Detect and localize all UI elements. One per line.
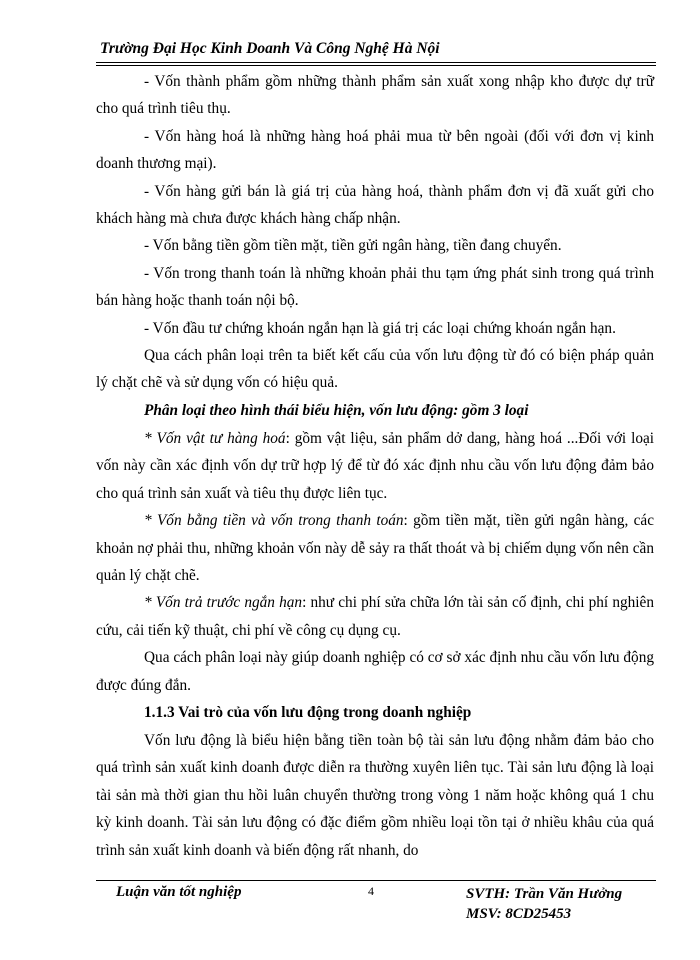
paragraph-cash: - Vốn bằng tiền gồm tiền mặt, tiền gửi ngân hàng, tiền đang chuyển.: [144, 237, 562, 255]
paragraph-classification-benefit: Qua cách phân loại này giúp doanh nghiệp có cơ sở xác định nhu cầu vốn lưu động được đúng đắn.: [96, 649, 654, 694]
page-number: 4: [368, 884, 374, 898]
paragraph-receivables: - Vốn trong thanh toán là những khoản phải thu tạm ứng phát sinh trong quá trình bán hàng hoặc thanh toán nội bộ.: [96, 264, 654, 310]
header-title: Trường Đại Học Kinh Doanh Và Công Nghệ Hà Nội: [100, 40, 440, 57]
paragraph-goods-sent: - Vốn hàng gửi bán là giá trị của hàng hoá, thành phẩm đơn vị đã xuất gửi cho khách hàng mà chưa được khách hàng chấp nhận.: [96, 182, 654, 228]
footer-student-name: SVTH: Trần Văn Hưởng: [466, 886, 623, 902]
paragraph-materials-text: : gồm vật liệu, sản phẩm dở dang, hàng hoá ...Đối với loại vốn này cần xác định vốn dự trữ hợp lý để từ đó xác định nhu cầu vốn lưu động đảm bảo cho quá trình sản xuất và tiêu thụ được liên tục.: [96, 429, 655, 502]
header-divider: [96, 62, 656, 66]
paragraph-cash-payments-text: : gồm tiền mặt, tiền gửi ngân hàng, các khoản nợ phải thu, những khoản vốn này dễ sảy ra thất thoát và bị chiếm dụng vốn nên cần quản lý chặt chẽ.: [96, 512, 654, 584]
section-heading-classification: Phân loại theo hình thái biểu hiện, vốn lưu động: gồm 3 loại: [144, 401, 529, 419]
paragraph-securities: - Vốn đầu tư chứng khoán ngắn hạn là giá trị các loại chứng khoán ngắn hạn.: [144, 319, 616, 337]
section-heading-role: 1.1.3 Vai trò của vốn lưu động trong doanh nghiệp: [144, 703, 472, 721]
footer-divider: [96, 880, 656, 881]
paragraph-prepaid-lead: * Vốn trả trước ngắn hạn: [144, 594, 303, 612]
paragraph-cash-payments: [96, 507, 654, 589]
paragraph-merchandise: - Vốn hàng hoá là những hàng hoá phải mua từ bên ngoài (đối với đơn vị kinh doanh thương mại).: [96, 127, 654, 173]
paragraph-cash-payments-lead: * Vốn bằng tiền và vốn trong thanh toán: [144, 512, 404, 530]
paragraph-prepaid-text: : như chi phí sửa chữa lớn tài sản cố định, chi phí nghiên cứu, cải tiến kỹ thuật, chi phí về công cụ dụng cụ.: [96, 594, 654, 639]
paragraph-prepaid: [96, 589, 654, 644]
document-body: [96, 68, 654, 864]
paragraph-finished-goods: - Vốn thành phẩm gồm những thành phẩm sản xuất xong nhập kho được dự trữ cho quá trình tiêu thụ.: [96, 73, 654, 118]
footer-thesis-label: Luận văn tốt nghiệp: [116, 884, 242, 900]
paragraph-role: Vốn lưu động là biểu hiện bằng tiền toàn bộ tài sản lưu động nhằm đảm bảo cho quá trình sản xuất kinh doanh được diễn ra thường xuyên liên tục. Tài sản lưu động là loại tài sản mà thời gian thu hồi luân chuyển thường trong vòng 1 năm hoặc không quá 1 chu kỳ kinh doanh. Tài sản lưu động có đặc điểm gồm nhiều loại tồn tại ở nhiều khâu của quá trình sản xuất kinh doanh và biến động rất nhanh, do: [96, 731, 654, 859]
paragraph-materials: [96, 425, 654, 507]
paragraph-classification-summary: Qua cách phân loại trên ta biết kết cấu của vốn lưu động từ đó có biện pháp quản lý chặt chẽ và sử dụng vốn có hiệu quả.: [96, 347, 654, 392]
paragraph-materials-lead: * Vốn vật tư hàng hoá: [144, 429, 286, 447]
footer-student-info: [466, 884, 622, 924]
footer-student-id: MSV: 8CD25453: [466, 906, 572, 922]
